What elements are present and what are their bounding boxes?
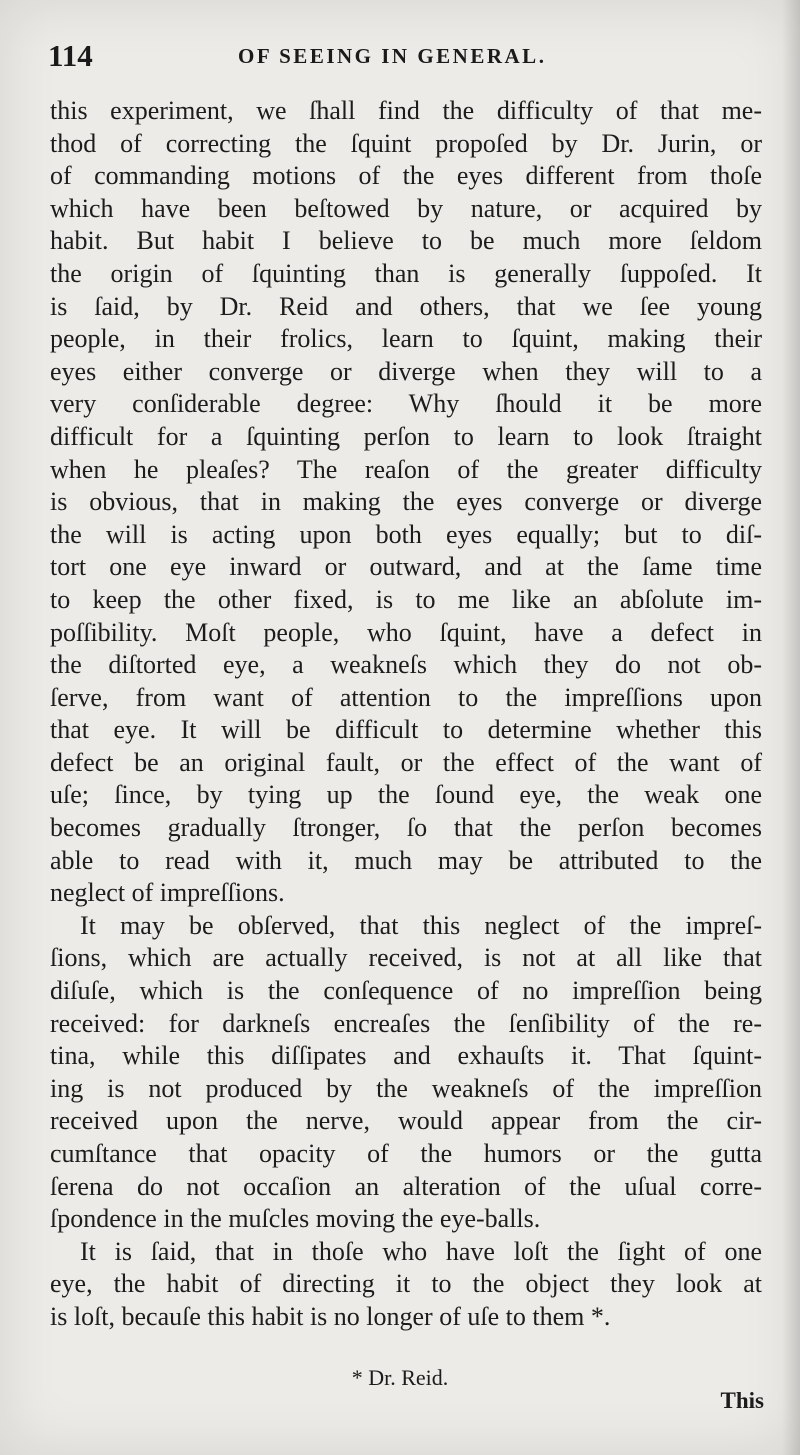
- text-line: tina, while this diſſipates and exhauſts it. That ſquint-: [50, 1041, 762, 1071]
- text-line: It may be obſerved, that this neglect of the impreſ-: [80, 910, 762, 940]
- text-line: habit. But habit I believe to be much more ſeldom: [50, 226, 762, 256]
- text-line: poſſibility. Moſt people, who ſquint, have a defect in: [50, 617, 762, 647]
- catchword: This: [720, 1388, 764, 1413]
- text-line: able to read with it, much may be attributed to the: [50, 845, 762, 875]
- text-line: which have been beſtowed by nature, or acquired by: [50, 193, 762, 223]
- body-text: [50, 95, 762, 1334]
- text-line: that eye. It will be difficult to determine whether this: [50, 715, 762, 745]
- text-line: cumſtance that opacity of the humors or the gutta: [50, 1139, 762, 1168]
- page-number: 114: [48, 38, 93, 73]
- text-line: to keep the other fixed, is to me like an abſolute im-: [50, 584, 762, 614]
- text-line: thod of correcting the ſquint propoſed by Dr. Jurin, or: [50, 128, 762, 158]
- text-line: ſpondence in the muſcles moving the eye-balls.: [50, 1204, 541, 1234]
- text-line: people, in their frolics, learn to ſquint, making their: [50, 324, 762, 354]
- text-line: neglect of impreſſions.: [50, 878, 285, 908]
- page-edge-shadow: [782, 0, 800, 1455]
- text-line: eye, the habit of directing it to the object they look at: [50, 1269, 762, 1299]
- text-line: defect be an original fault, or the effect of the want of: [50, 747, 762, 777]
- text-line: when he pleaſes? The reaſon of the greater difficulty: [50, 454, 762, 484]
- text-line: received upon the nerve, would appear from the cir-: [50, 1106, 762, 1136]
- text-line: is obvious, that in making the eyes converge or diverge: [50, 487, 762, 517]
- text-line: the origin of ſquinting than is generally ſuppoſed. It: [50, 258, 762, 288]
- text-line: diſuſe, which is the conſequence of no impreſſion being: [50, 976, 762, 1006]
- footnote: * Dr. Reid.: [351, 1365, 449, 1390]
- text-line: ſerena do not occaſion an alteration of the uſual corre-: [50, 1171, 762, 1201]
- text-line: ſerve, from want of attention to the impreſſions upon: [50, 682, 762, 712]
- text-line: very conſiderable degree: Why ſhould it be more: [50, 389, 762, 419]
- text-line: difficult for a ſquinting perſon to learn to look ſtraight: [50, 421, 762, 451]
- text-line: uſe; ſince, by tying up the ſound eye, the weak one: [50, 780, 762, 810]
- text-line: tort one eye inward or outward, and at the ſame time: [50, 552, 762, 582]
- text-line: eyes either converge or diverge when they will to a: [50, 356, 762, 386]
- text-line: ing is not produced by the weakneſs of the impreſſion: [50, 1073, 762, 1103]
- text-line: the diſtorted eye, a weakneſs which they do not ob-: [50, 650, 762, 680]
- text-line: It is ſaid, that in thoſe who have loſt the ſight of one: [80, 1236, 762, 1266]
- page-header: [48, 30, 768, 74]
- text-line: ſions, which are actually received, is not at all like that: [50, 943, 762, 973]
- running-head: OF SEEING IN GENERAL.: [238, 44, 547, 68]
- text-line: the will is acting upon both eyes equally; but to diſ-: [50, 519, 762, 549]
- text-line: this experiment, we ſhall find the difficulty of that me-: [50, 96, 762, 125]
- text-line: received: for darkneſs encreaſes the ſenſibility of the re-: [50, 1008, 762, 1038]
- text-line: is loſt, becauſe this habit is no longer of uſe to them *.: [50, 1301, 611, 1331]
- text-line: of commanding motions of the eyes different from thoſe: [50, 161, 762, 191]
- text-line: becomes gradually ſtronger, ſo that the perſon becomes: [50, 813, 762, 843]
- text-line: is ſaid, by Dr. Reid and others, that we ſee young: [50, 291, 762, 321]
